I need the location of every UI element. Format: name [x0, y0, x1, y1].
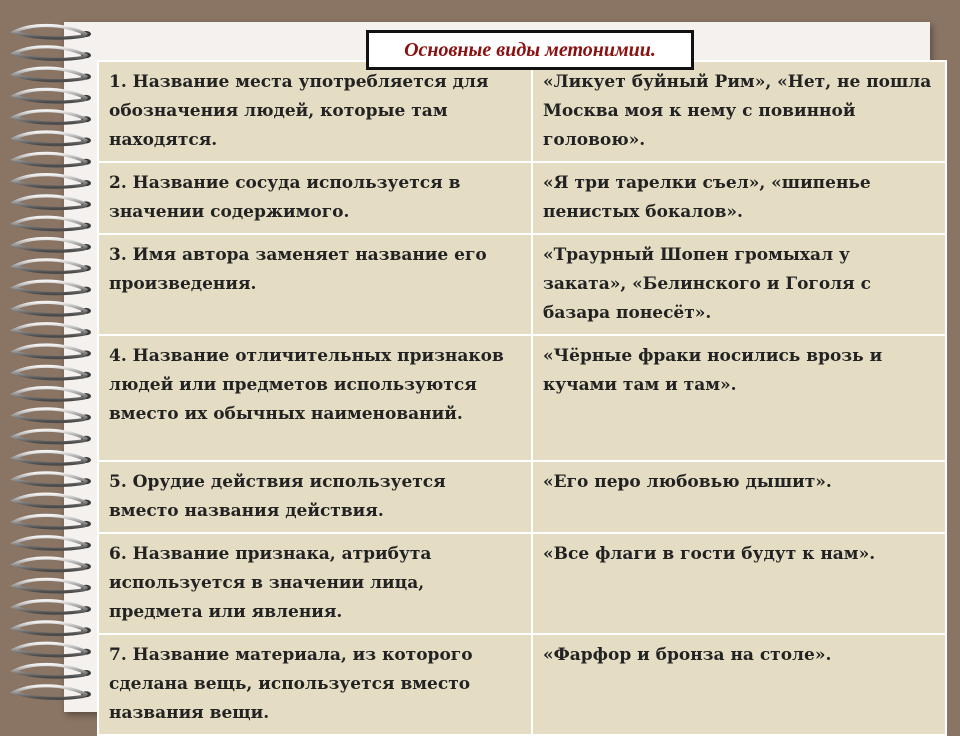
metonymy-type-cell: 4. Название отличительных признаков людей или предметов используются вместо их обычных наименований.	[98, 335, 532, 461]
spiral-ring	[14, 324, 91, 337]
spiral-ring	[14, 686, 91, 699]
spiral-ring	[14, 452, 91, 465]
spiral-ring	[14, 579, 91, 592]
spiral-ring	[14, 345, 91, 358]
spiral-ring	[14, 89, 91, 102]
spiral-ring	[14, 175, 91, 188]
table-row	[98, 461, 946, 533]
spiral-ring	[14, 388, 91, 401]
spiral-ring	[14, 537, 91, 550]
spiral-ring	[14, 622, 91, 635]
spiral-binding	[0, 0, 110, 720]
metonymy-example-cell: «Его перо любовью дышит».	[532, 461, 946, 533]
spiral-ring	[14, 409, 91, 422]
spiral-ring	[14, 260, 91, 273]
spiral-ring	[14, 153, 91, 166]
metonymy-type-cell: 1. Название места употребляется для обозначения людей, которые там находятся.	[98, 61, 532, 162]
metonymy-type-cell: 3. Имя автора заменяет название его произведения.	[98, 234, 532, 335]
slide-title-box	[366, 30, 694, 70]
metonymy-example-cell: «Я три тарелки съел», «шипенье пенистых бокалов».	[532, 162, 946, 234]
table-row	[98, 234, 946, 335]
metonymy-example-cell: «Ликует буйный Рим», «Нет, не пошла Москва моя к нему с повинной головою».	[532, 61, 946, 162]
spiral-ring	[14, 366, 91, 379]
metonymy-type-cell: 6. Название признака, атрибута используется в значении лица, предмета или явления.	[98, 533, 532, 634]
table-row	[98, 162, 946, 234]
spiral-ring	[14, 601, 91, 614]
metonymy-type-cell: 5. Орудие действия используется вместо названия действия.	[98, 461, 532, 533]
spiral-ring	[14, 68, 91, 81]
spiral-ring	[14, 26, 91, 39]
spiral-ring	[14, 111, 91, 124]
metonymy-type-cell: 2. Название сосуда используется в значении содержимого.	[98, 162, 532, 234]
table-row	[98, 61, 946, 162]
metonymy-table	[97, 60, 947, 736]
spiral-ring	[14, 558, 91, 571]
spiral-ring	[14, 217, 91, 230]
metonymy-example-cell: «Траурный Шопен громыхал у заката», «Белинского и Гоголя с базара понесёт».	[532, 234, 946, 335]
spiral-ring	[14, 665, 91, 678]
metonymy-example-cell: «Все флаги в гости будут к нам».	[532, 533, 946, 634]
metonymy-type-cell: 7. Название материала, из которого сделана вещь, используется вместо названия вещи.	[98, 634, 532, 735]
spiral-ring	[14, 132, 91, 145]
spiral-ring	[14, 473, 91, 486]
spiral-ring	[14, 515, 91, 528]
spiral-ring	[14, 430, 91, 443]
spiral-ring	[14, 239, 91, 252]
spiral-ring	[14, 196, 91, 209]
spiral-ring	[14, 494, 91, 507]
metonymy-example-cell: «Чёрные фраки носились врозь и кучами там и там».	[532, 335, 946, 461]
metonymy-example-cell: «Фарфор и бронза на столе».	[532, 634, 946, 735]
spiral-ring	[14, 643, 91, 656]
slide-title: Основные виды метонимии.	[404, 38, 656, 61]
table-row	[98, 335, 946, 461]
table-row	[98, 533, 946, 634]
spiral-ring	[14, 47, 91, 60]
spiral-ring	[14, 281, 91, 294]
spiral-ring	[14, 302, 91, 315]
